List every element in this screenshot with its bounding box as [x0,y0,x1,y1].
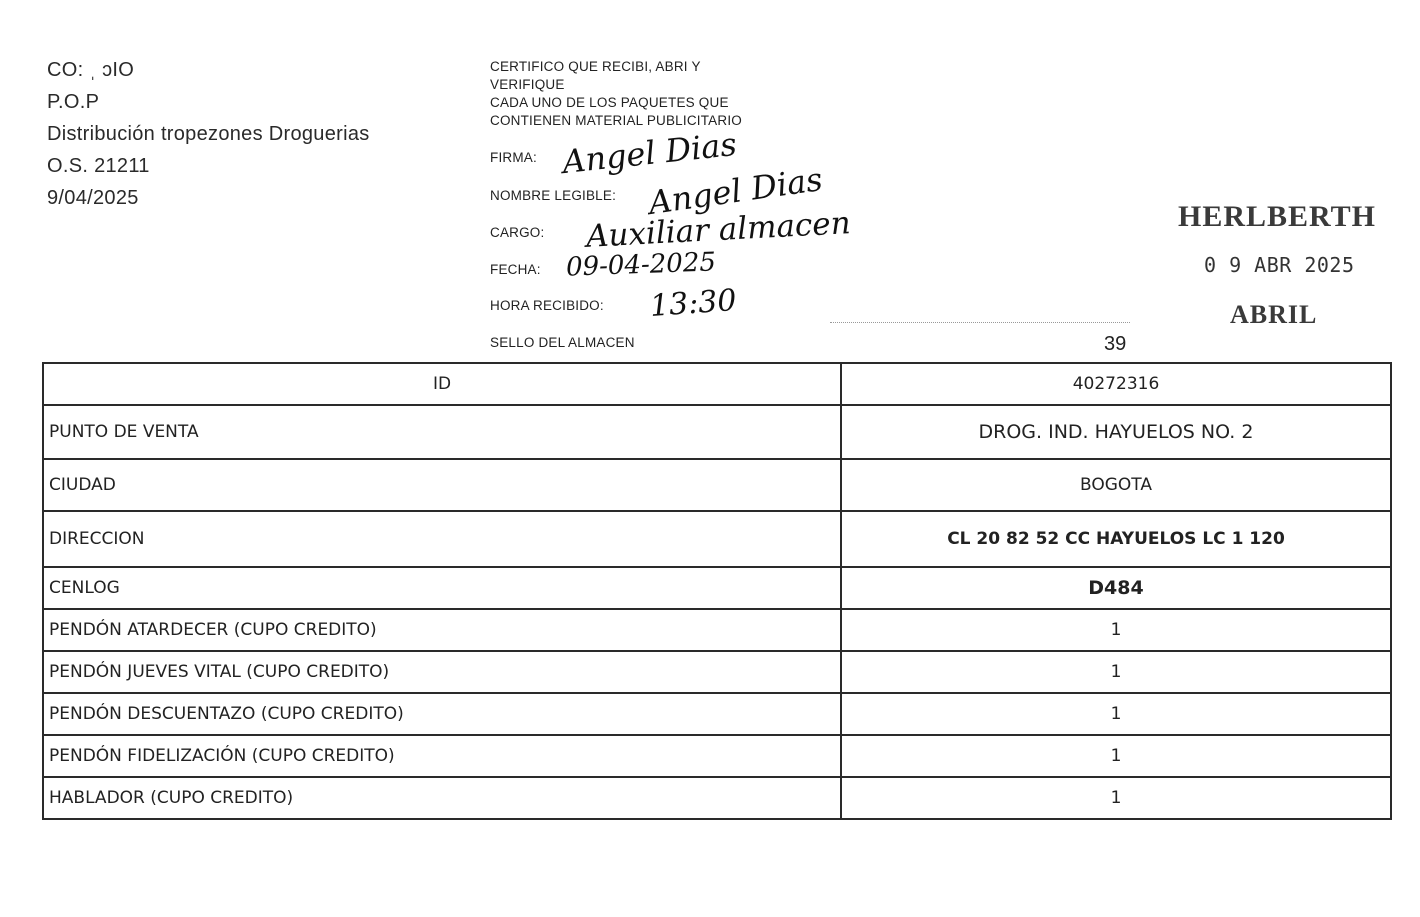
table-row-item [43,777,1391,819]
row-label: PUNTO DE VENTA [43,405,841,459]
row-value: 40272316 [841,363,1391,405]
delivery-table [42,362,1392,820]
item-quantity: 1 [841,735,1391,777]
page-number: 39 [1104,333,1127,355]
item-quantity: 1 [841,693,1391,735]
nombre-label: NOMBRE LEGIBLE: [490,188,617,203]
row-value: D484 [841,567,1391,609]
cert-line-4: CONTIENEN MATERIAL PUBLICITARIO [490,113,742,128]
item-quantity: 1 [841,651,1391,693]
item-quantity: 1 [841,777,1391,819]
header-date: 9/04/2025 [47,187,139,209]
table-row-punto-de-venta [43,405,1391,459]
cert-line-3: CADA UNO DE LOS PAQUETES QUE [490,95,729,110]
document-header [47,54,370,214]
table-row-direccion [43,511,1391,567]
header-description: Distribución tropezones Droguerias [47,123,370,145]
fecha-handwritten: 09-04-2025 [565,247,717,283]
table-row-item [43,693,1391,735]
row-label: CIUDAD [43,459,841,511]
firma-signature: Angel Dias [560,124,739,182]
row-label: CENLOG [43,567,841,609]
stamp-date: 0 9 ABR 2025 [1204,253,1355,277]
cargo-handwritten: Auxiliar almacen [585,205,852,255]
header-order-number: O.S. 21211 [47,155,150,177]
item-label: PENDÓN FIDELIZACIÓN (CUPO CREDITO) [43,735,841,777]
header-company: CO: ˌ ɔIO [47,59,135,81]
cargo-label: CARGO: [490,225,545,240]
table-row-ciudad [43,459,1391,511]
sello-label: SELLO DEL ALMACEN [490,335,635,350]
stamp-residue-line [830,322,1130,323]
stamp-name: HERLBERTH [1178,200,1376,233]
firma-label: FIRMA: [490,150,537,165]
fecha-label: FECHA: [490,262,541,277]
table-row-item [43,735,1391,777]
row-label: ID [43,363,841,405]
table-row-item [43,651,1391,693]
item-label: HABLADOR (CUPO CREDITO) [43,777,841,819]
cert-line-2: VERIFIQUE [490,77,565,92]
item-quantity: 1 [841,609,1391,651]
row-value: BOGOTA [841,459,1391,511]
item-label: PENDÓN JUEVES VITAL (CUPO CREDITO) [43,651,841,693]
cert-line-1: CERTIFICO QUE RECIBI, ABRI Y [490,59,701,74]
row-value: DROG. IND. HAYUELOS NO. 2 [841,405,1391,459]
hora-handwritten: 13:30 [648,283,738,324]
item-label: PENDÓN DESCUENTAZO (CUPO CREDITO) [43,693,841,735]
nombre-handwritten: Angel Dias [646,160,825,222]
row-value: CL 20 82 52 CC HAYUELOS LC 1 120 [841,511,1391,567]
table-row-item [43,609,1391,651]
table-row-id [43,363,1391,405]
header-pop: P.O.P [47,91,100,113]
item-label: PENDÓN ATARDECER (CUPO CREDITO) [43,609,841,651]
table-row-cenlog [43,567,1391,609]
hora-label: HORA RECIBIDO: [490,298,604,313]
certification-text [490,58,742,130]
stamp-month: ABRIL [1230,300,1318,329]
row-label: DIRECCION [43,511,841,567]
